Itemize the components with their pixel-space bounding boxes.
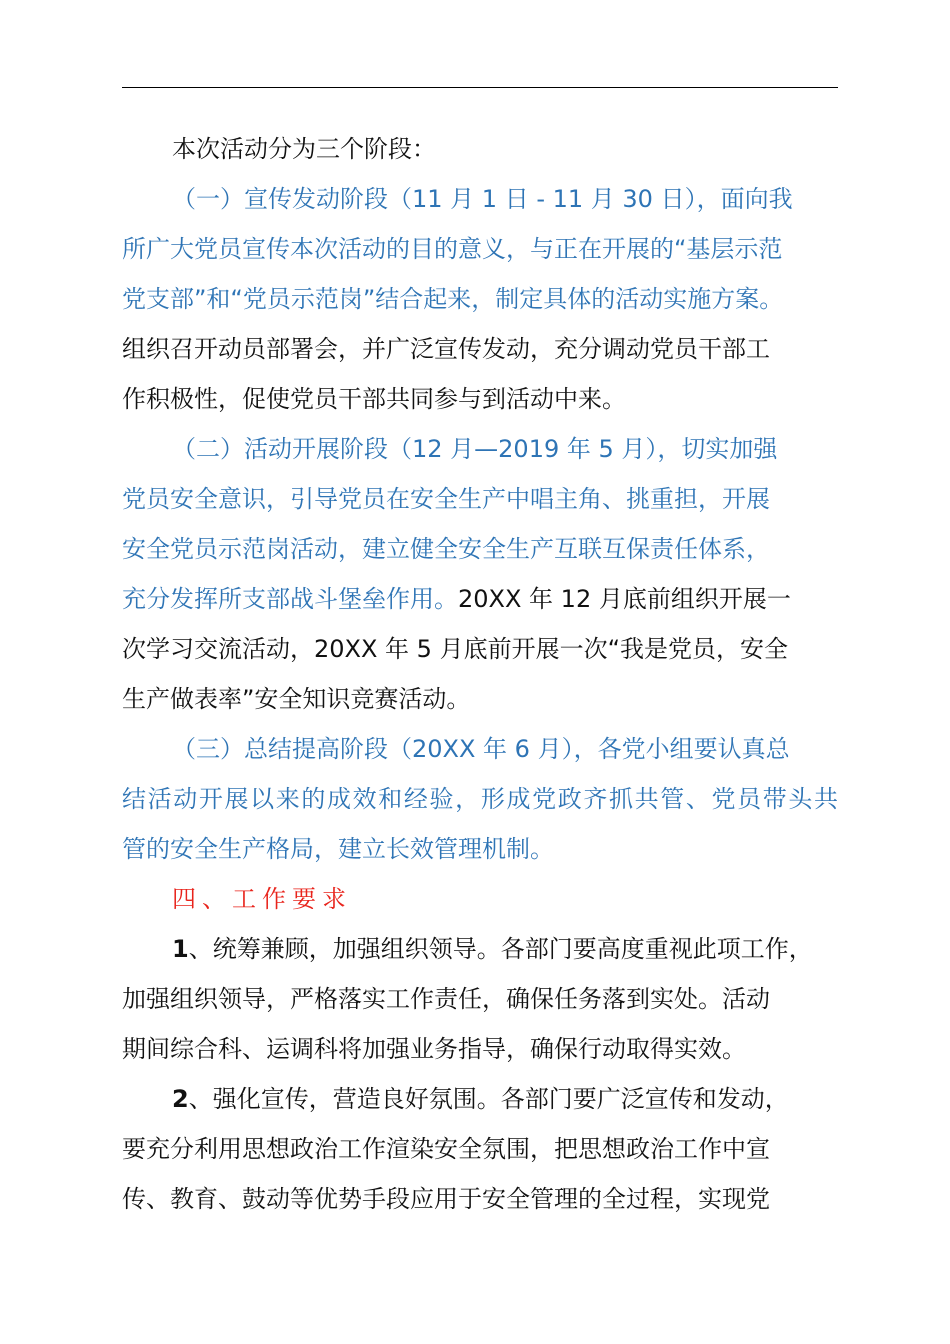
stage-1-paragraph <box>122 174 838 424</box>
requirement-1-line-3: 期间综合科、运调科将加强业务指导，确保行动取得实效。 <box>122 1035 746 1063</box>
stage-1-line-5: 作积极性，促使党员干部共同参与到活动中来。 <box>122 385 626 413</box>
requirement-1-number: 1 <box>172 935 189 963</box>
stage-3-line-2: 结活动开展以来的成效和经验，形成党政齐抓共管、党员带头共 <box>122 785 838 813</box>
stage-1-line-1: （一）宣传发动阶段（11 月 1 日 - 11 月 30 日），面向我 <box>172 185 793 213</box>
stage-1-line-2: 所广大党员宣传本次活动的目的意义，与正在开展的“基层示范 <box>122 235 783 263</box>
stage-2-line-1: （二）活动开展阶段（12 月—2019 年 5 月），切实加强 <box>172 435 778 463</box>
requirement-2-line-3: 传、教育、鼓动等优势手段应用于安全管理的全过程，实现党 <box>122 1185 770 1213</box>
requirement-2-line-2: 要充分利用思想政治工作渲染安全氛围，把思想政治工作中宣 <box>122 1135 770 1163</box>
requirement-1-line-1-text: 、统筹兼顾，加强组织领导。各部门要高度重视此项工作， <box>188 935 813 963</box>
stage-1-line-4: 组织召开动员部署会，并广泛宣传发动，充分调动党员干部工 <box>122 335 770 363</box>
stage-2-line-5: 次学习交流活动，20XX 年 5 月底前开展一次“我是党员，安全 <box>122 635 789 663</box>
requirement-2-line-1 <box>122 1074 838 1124</box>
requirement-1-line-1 <box>122 924 838 974</box>
stage-3-paragraph <box>122 724 838 874</box>
requirement-2-line-1-text: 、强化宣传，营造良好氛围。各部门要广泛宣传和发动， <box>188 1085 789 1113</box>
section-heading: 四、工作要求 <box>172 885 352 913</box>
requirement-1-line-2: 加强组织领导，严格落实工作责任，确保任务落到实处。活动 <box>122 985 770 1013</box>
stage-2-line-3: 安全党员示范岗活动，建立健全安全生产互联互保责任体系， <box>122 535 770 563</box>
stage-2-line-6: 生产做表率”安全知识竞赛活动。 <box>122 685 471 713</box>
header-rule <box>122 87 838 88</box>
stage-2-line-2: 党员安全意识，引导党员在安全生产中唱主角、挑重担，开展 <box>122 485 770 513</box>
stage-2-line-4-blue: 充分发挥所支部战斗堡垒作用。 <box>122 585 458 613</box>
stage-3-line-1: （三）总结提高阶段（20XX 年 6 月），各党小组要认真总 <box>172 735 790 763</box>
stage-1-line-3: 党支部”和“党员示范岗”结合起来，制定具体的活动实施方案。 <box>122 285 784 313</box>
requirement-1-paragraph <box>122 924 838 1074</box>
stage-2-line-4 <box>122 574 838 624</box>
requirement-2-paragraph <box>122 1074 838 1224</box>
intro-line: 本次活动分为三个阶段： <box>172 135 436 163</box>
stage-3-line-3: 管的安全生产格局，建立长效管理机制。 <box>122 835 554 863</box>
requirement-2-number: 2 <box>172 1085 189 1113</box>
document-body <box>122 124 838 1224</box>
stage-2-paragraph <box>122 424 838 724</box>
stage-2-line-4-black: 20XX 年 12 月底前组织开展一 <box>458 585 791 613</box>
